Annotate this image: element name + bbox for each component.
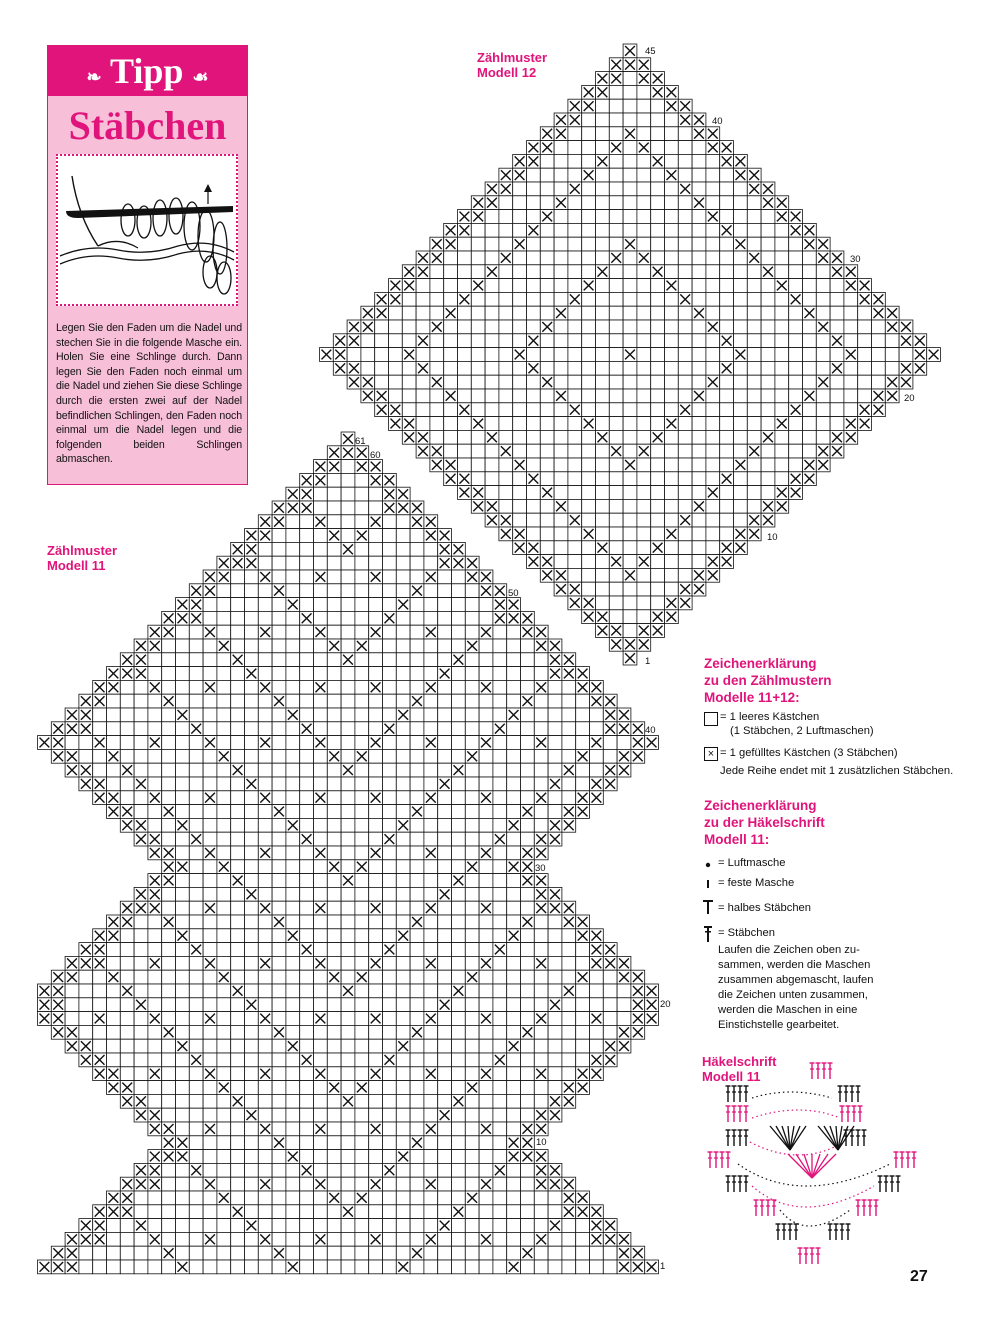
tipp-text: Legen Sie den Faden um die Nadel und stechen Sie in die folgende Masche ein. Holen Sie eine Schlinge durch. Dann legen Sie den Faden noch einmal um die Nadel und ziehen Sie diese Schlinge durch die ersten zwei auf der Nadel befindlichen Schlingen, den Faden noch einmal um die Nadel legen und die folgenden beiden Schlingen abmaschen. (56, 322, 242, 466)
legend-filled-box-text: = 1 gefülltes Kästchen (3 Stäbchen) (720, 747, 898, 759)
legend-note-line: Einstichstelle gearbeitet. (718, 1019, 840, 1031)
chart12-row-label: 10 (767, 532, 778, 543)
chart11-label-line2: Modell 11 (47, 558, 106, 573)
legend-symbols-heading: Modell 11: (704, 832, 770, 847)
legend-double-crochet: = Stäbchen (718, 927, 775, 939)
filled-box-icon: × (704, 747, 718, 761)
grid-cells (38, 432, 659, 1274)
chart12-row-label: 1 (645, 656, 651, 667)
chart11-row-label: 20 (660, 999, 671, 1010)
chart11-label-line1: Zählmuster (47, 543, 118, 558)
crochet-symbol-diagram (700, 1058, 940, 1278)
chart11-row-label: 60 (370, 450, 381, 461)
legend-note-line: Laufen die Zeichen oben zu- (718, 944, 860, 956)
chart11-row-label: 61 (355, 436, 366, 447)
ornament-icon: ❧ (86, 67, 102, 88)
legend-charts-heading: Zeichenerklärung (704, 656, 817, 671)
half-double-crochet-icon (702, 899, 714, 920)
crochet-hook-icon (58, 156, 236, 304)
legend-charts-heading: zu den Zählmustern (704, 673, 832, 688)
legend-symbols-heading: Zeichenerklärung (704, 798, 817, 813)
single-crochet-icon (704, 877, 714, 895)
legend-empty-box-text: = 1 leeres Kästchen (720, 711, 820, 723)
legend-half-double-crochet: = halbes Stäbchen (718, 902, 811, 914)
chart12-row-label: 20 (904, 393, 915, 404)
legend-charts-note: Jede Reihe endet mit 1 zusätzlichen Stäbchen. (720, 765, 954, 777)
chart12-label-line1: Zählmuster (477, 50, 548, 65)
chart11-row-label: 1 (660, 1261, 666, 1272)
empty-box-icon (704, 712, 718, 726)
chart11-row-label: 50 (508, 588, 519, 599)
legend-symbols-heading: zu der Häkelschrift (704, 815, 825, 830)
legend-charts (704, 655, 984, 779)
legend-empty-box-row (704, 710, 984, 742)
chart12-row-label: 45 (645, 46, 656, 57)
legend-charts-heading: Modelle 11+12: (704, 690, 800, 705)
chart11-row-label: 10 (536, 1137, 547, 1148)
tipp-box (47, 45, 248, 485)
chart11-row-label: 40 (645, 725, 656, 736)
legend-filled-box-row (704, 746, 984, 764)
chart12-row-label: 40 (712, 116, 723, 127)
legend-single-crochet: = feste Masche (718, 877, 795, 889)
legend-note-line: die Zeichen unten zusammen, (718, 989, 868, 1001)
tipp-title: Stäbchen (68, 103, 227, 148)
haekelschrift-label-line1: Häkelschrift (702, 1054, 777, 1069)
crochet-illustration (56, 154, 238, 306)
legend-symbols-note (718, 943, 918, 1033)
crochet-symbols (708, 1063, 917, 1264)
double-crochet-icon (702, 924, 714, 949)
ornament-icon: ☙ (192, 67, 209, 88)
tipp-header-text (48, 52, 247, 97)
chart11-grid (30, 428, 670, 1278)
page-number: 27 (910, 1268, 928, 1285)
tipp-word: Tipp (109, 51, 184, 91)
haekelschrift-label-line2: Modell 11 (702, 1069, 761, 1084)
legend-note-line: werden die Maschen in eine (718, 1004, 858, 1016)
tipp-header (48, 46, 247, 96)
chain-stitch-icon (704, 856, 714, 866)
legend-empty-box-detail: (1 Stäbchen, 2 Luftmaschen) (730, 725, 874, 737)
legend-note-line: sammen, werden die Maschen (718, 959, 871, 971)
legend-symbols (704, 797, 984, 848)
legend-chain-stitch: = Luftmasche (718, 857, 786, 869)
chart12-label-line2: Modell 12 (477, 65, 537, 80)
chart12-row-label: 30 (850, 254, 861, 265)
chart11-row-label: 30 (535, 863, 546, 874)
legend-note-line: zusammen abgemascht, laufen (718, 974, 874, 986)
